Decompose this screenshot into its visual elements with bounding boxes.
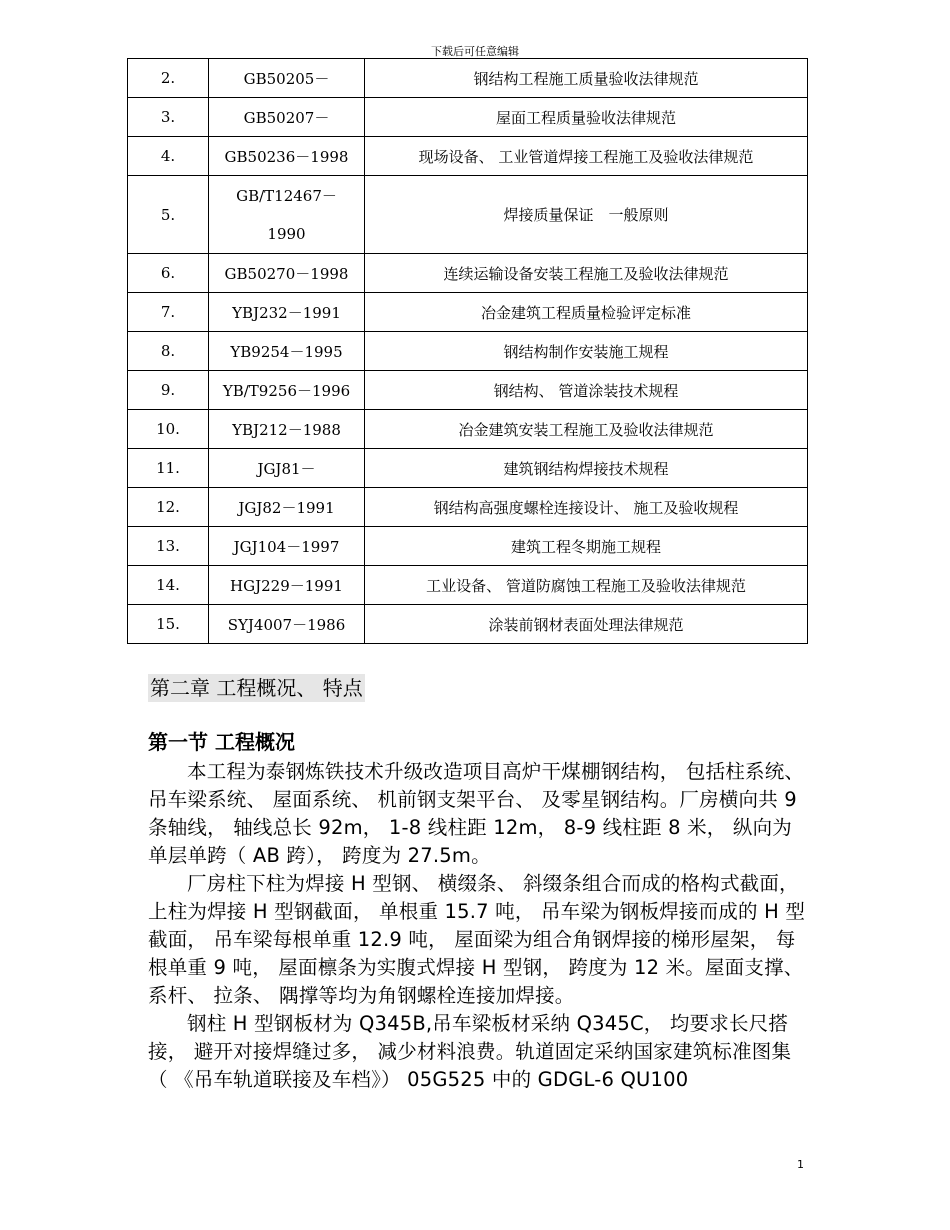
chapter-heading: 第二章 工程概况、 特点 <box>150 676 363 700</box>
row-number: 9. <box>128 371 209 410</box>
standard-code: SYJ4007－1986 <box>209 605 365 644</box>
standard-code: GB50205－ <box>209 59 365 98</box>
standard-code: JGJ82－1991 <box>209 488 365 527</box>
standard-code-line-2: 1990 <box>267 224 306 243</box>
standard-code: JGJ81－ <box>209 449 365 488</box>
table-row <box>128 59 808 98</box>
paragraph: 本工程为泰钢炼铁技术升级改造项目高炉干煤棚钢结构， 包括柱系统、 吊车梁系统、 屋面系统、 机前钢支架平台、 及零星钢结构。厂房横向共 9 条轴线， 轴线总长 92m， 1-8 线柱距 12m， 8-9 线柱距 8 米， 纵向为单层单跨（ AB 跨）， 跨度为 27.5m。 <box>148 760 805 867</box>
standard-title: 钢结构工程施工质量验收法律规范 <box>365 59 808 98</box>
standard-code <box>209 176 365 254</box>
section-heading: 第一节 工程概况 <box>148 730 295 754</box>
standard-code: HGJ229－1991 <box>209 566 365 605</box>
table-row <box>128 137 808 176</box>
row-number: 11. <box>128 449 209 488</box>
standard-code: JGJ104－1997 <box>209 527 365 566</box>
row-number: 8. <box>128 332 209 371</box>
row-number: 12. <box>128 488 209 527</box>
standard-code: YBJ232－1991 <box>209 293 365 332</box>
standard-title: 连续运输设备安装工程施工及验收法律规范 <box>365 254 808 293</box>
standards-table <box>127 58 808 644</box>
row-number: 2. <box>128 59 209 98</box>
standard-code: YBJ212－1988 <box>209 410 365 449</box>
table-row <box>128 254 808 293</box>
paragraph: 钢柱 H 型钢板材为 Q345B,吊车梁板材采纳 Q345C， 均要求长尺搭接， 避开对接焊缝过多， 减少材料浪费。轨道固定采纳国家建筑标准图集（ 《吊车轨道联接及车档》） 05G525 中的 GDGL-6 QU100 <box>148 1012 792 1091</box>
table-row <box>128 488 808 527</box>
table-row <box>128 410 808 449</box>
standard-title: 钢结构、 管道涂装技术规程 <box>365 371 808 410</box>
standard-code-line-1: GB/T12467－ <box>236 186 337 205</box>
row-number: 5. <box>128 176 209 254</box>
standard-title: 屋面工程质量验收法律规范 <box>365 98 808 137</box>
page-header: 下载后可任意编辑 <box>431 45 519 58</box>
standard-code: YB9254－1995 <box>209 332 365 371</box>
table-row <box>128 98 808 137</box>
row-number: 15. <box>128 605 209 644</box>
table-row <box>128 605 808 644</box>
table-row <box>128 449 808 488</box>
table-row <box>128 371 808 410</box>
standard-code: GB50270－1998 <box>209 254 365 293</box>
standard-title: 焊接质量保证 一般原则 <box>365 176 808 254</box>
standard-title: 工业设备、 管道防腐蚀工程施工及验收法律规范 <box>365 566 808 605</box>
table-row <box>128 332 808 371</box>
table-row <box>128 566 808 605</box>
standard-title: 钢结构高强度螺栓连接设计、 施工及验收规程 <box>365 488 808 527</box>
row-number: 3. <box>128 98 209 137</box>
standard-title: 现场设备、 工业管道焊接工程施工及验收法律规范 <box>365 137 808 176</box>
row-number: 6. <box>128 254 209 293</box>
standard-title: 冶金建筑安装工程施工及验收法律规范 <box>365 410 808 449</box>
paragraph: 厂房柱下柱为焊接 H 型钢、 横缀条、 斜缀条组合而成的格构式截面， 上柱为焊接 H 型钢截面， 单根重 15.7 吨， 吊车梁为钢板焊接而成的 H 型截面， 吊车梁每根单重 12.9 吨， 屋面梁为组合角钢焊接的梯形屋架， 每根单重 9 吨， 屋面檩条为实腹式焊接 H 型钢， 跨度为 12 米。屋面支撑、 系杆、 拉条、 隅撑等均为角钢螺栓连接加焊接。 <box>148 872 806 1007</box>
standard-title: 建筑钢结构焊接技术规程 <box>365 449 808 488</box>
standard-title: 涂装前钢材表面处理法律规范 <box>365 605 808 644</box>
standard-code: GB50236－1998 <box>209 137 365 176</box>
standard-title: 冶金建筑工程质量检验评定标准 <box>365 293 808 332</box>
page-number: 1 <box>797 1158 804 1171</box>
table-row <box>128 176 808 254</box>
row-number: 10. <box>128 410 209 449</box>
standard-title: 钢结构制作安装施工规程 <box>365 332 808 371</box>
table-row <box>128 527 808 566</box>
standard-code: YB/T9256－1996 <box>209 371 365 410</box>
row-number: 14. <box>128 566 209 605</box>
standard-code: GB50207－ <box>209 98 365 137</box>
standard-title: 建筑工程冬期施工规程 <box>365 527 808 566</box>
row-number: 4. <box>128 137 209 176</box>
body-text <box>148 758 810 1094</box>
row-number: 13. <box>128 527 209 566</box>
row-number: 7. <box>128 293 209 332</box>
table-row <box>128 293 808 332</box>
